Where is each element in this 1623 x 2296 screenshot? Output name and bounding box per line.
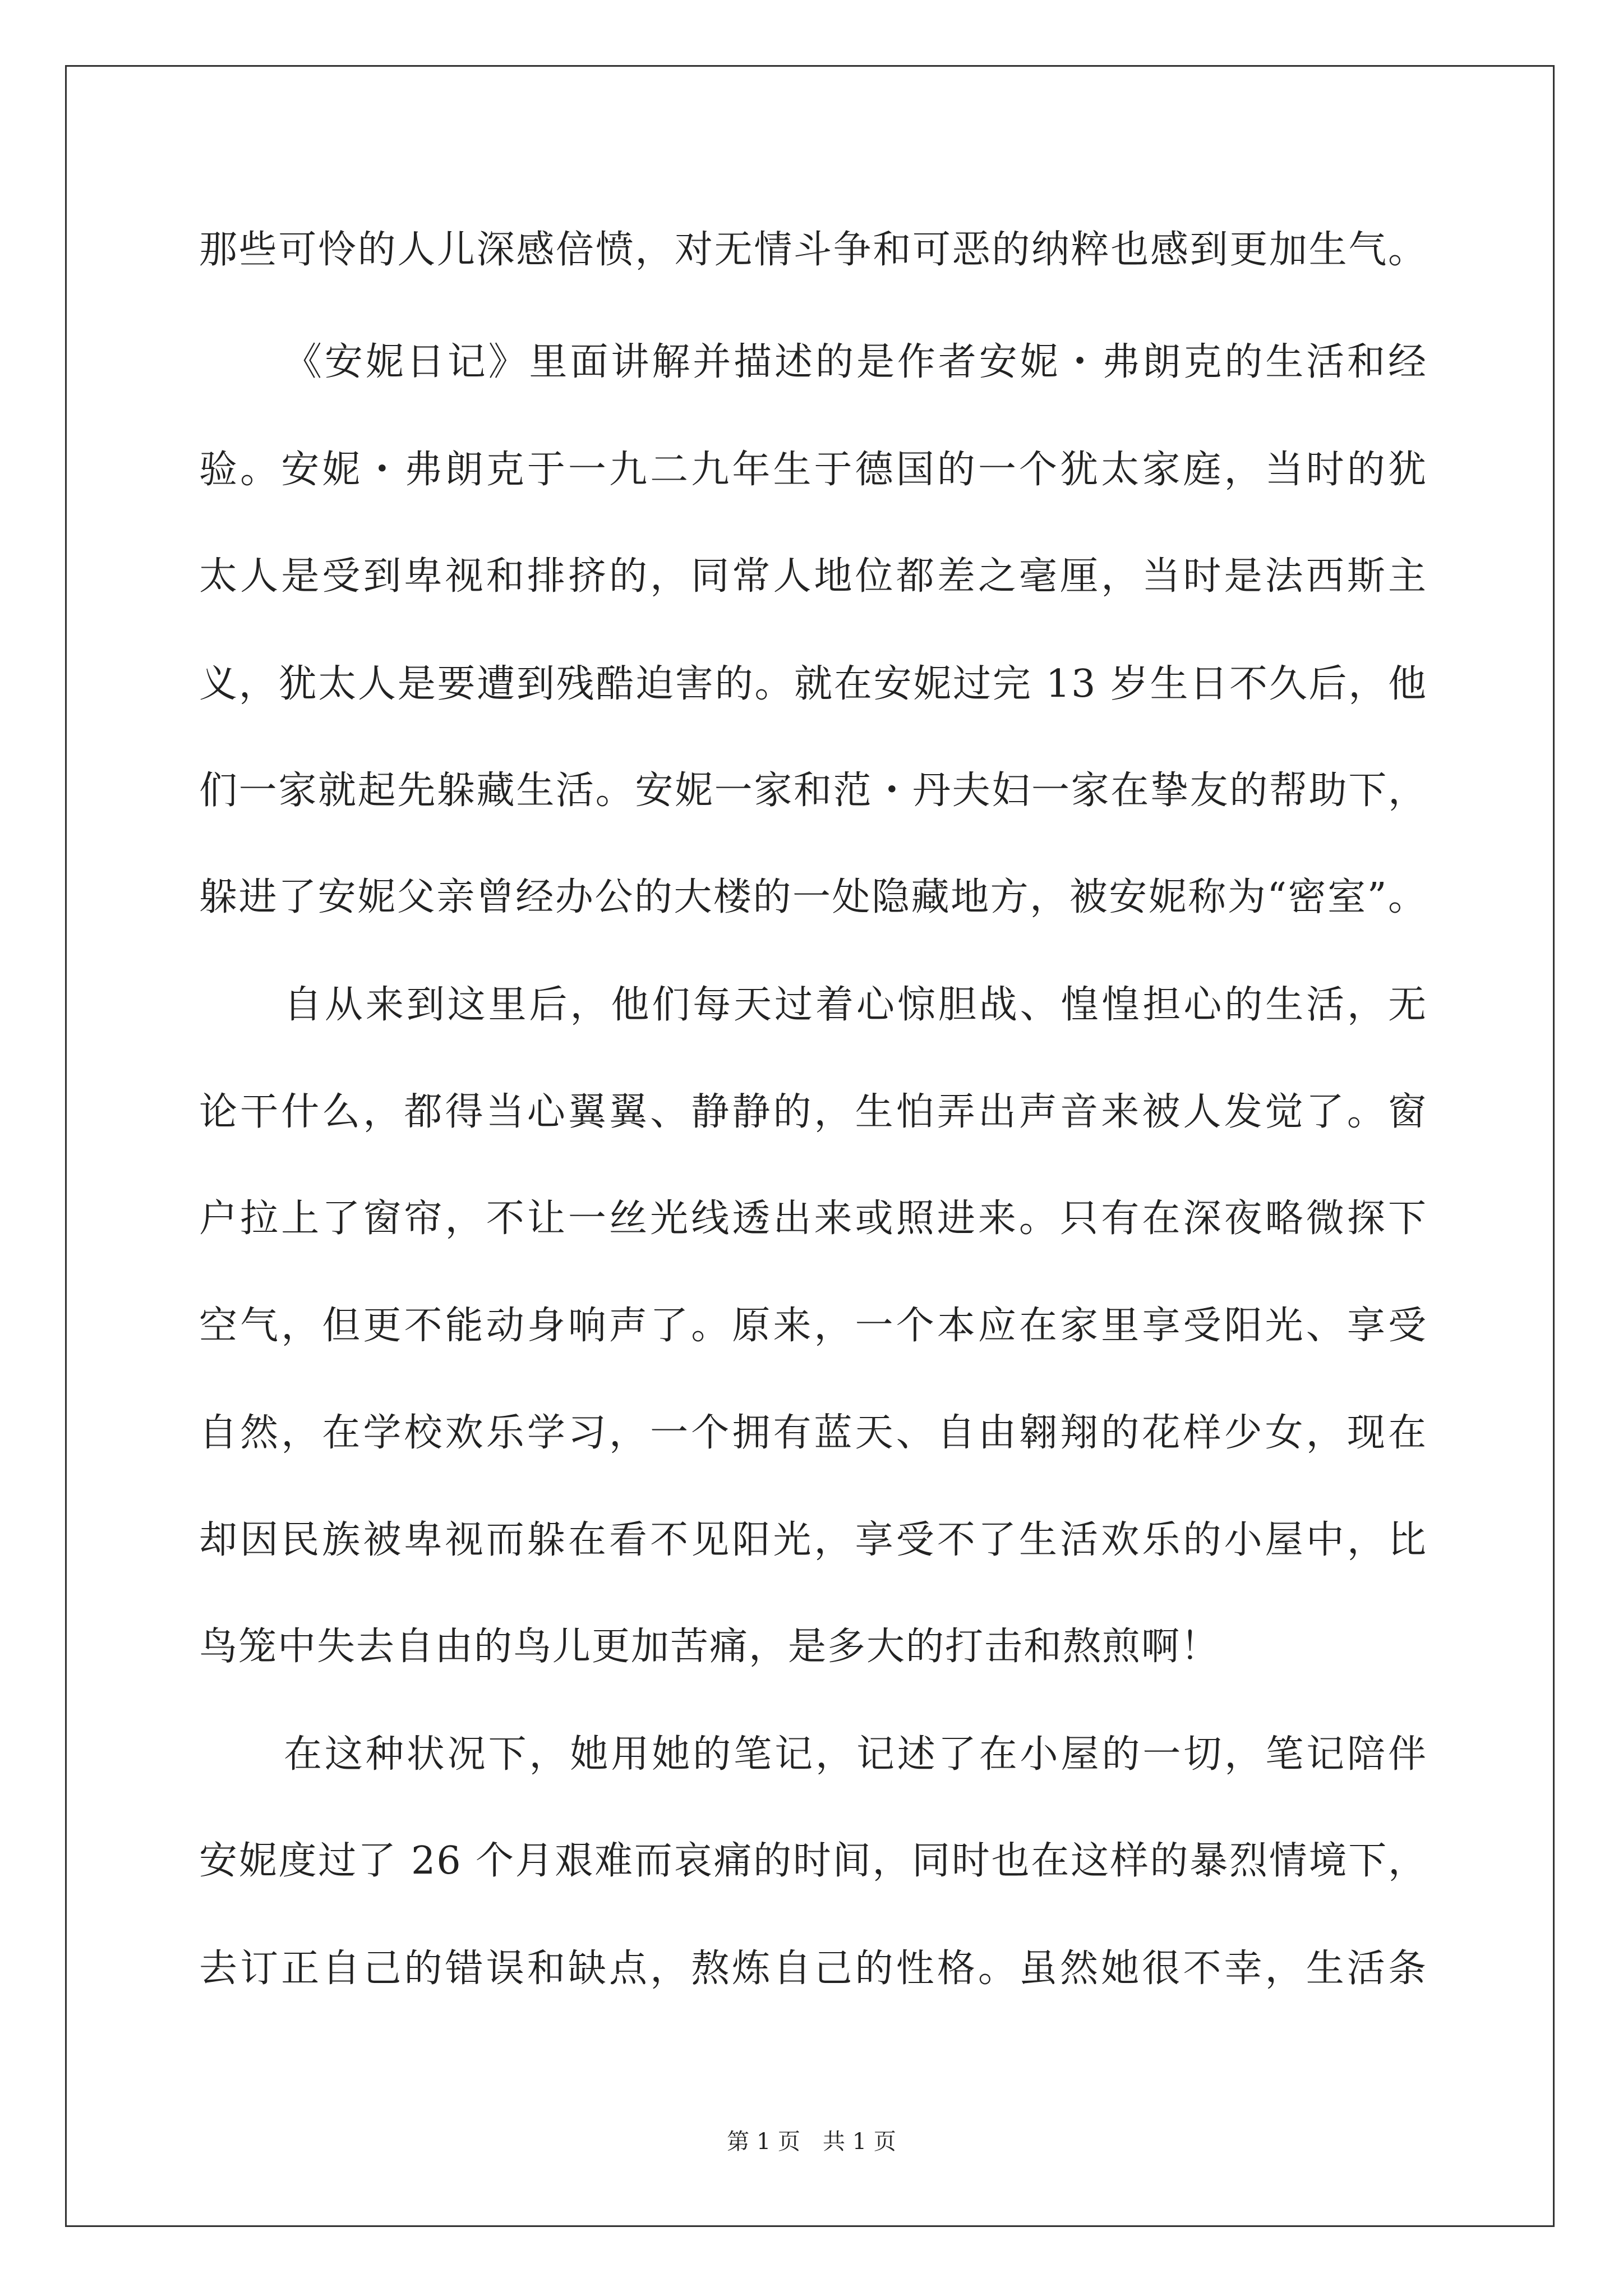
- paragraph-line: 鸟笼中失去自由的鸟儿更加苦痛，是多大的打击和熬煎啊！: [199, 1625, 1220, 1669]
- page-border: [65, 65, 1555, 2227]
- paragraph-line: 验。安妮・弗朗克于一九二九年生于德国的一个犹太家庭，当时的犹: [199, 448, 1427, 492]
- paragraph-line: 却因民族被卑视而躲在看不见阳光，享受不了生活欢乐的小屋中，比: [199, 1518, 1427, 1562]
- paragraph-line: 《安妮日记》里面讲解并描述的是作者安妮・弗朗克的生活和经: [284, 340, 1427, 384]
- paragraph-line: 在这种状况下，她用她的笔记，记述了在小屋的一切，笔记陪伴: [284, 1732, 1427, 1777]
- paragraph-line: 义，犹太人是要遭到残酷迫害的。就在安妮过完 13 岁生日不久后，他: [199, 662, 1427, 706]
- paragraph-line: 们一家就起先躲藏生活。安妮一家和范・丹夫妇一家在挚友的帮助下，: [199, 769, 1427, 813]
- paragraph-line: 论干什么，都得当心翼翼、静静的，生怕弄出声音来被人发觉了。窗: [199, 1090, 1427, 1134]
- paragraph-line: 那些可怜的人儿深感倍愤，对无情斗争和可恶的纳粹也感到更加生气。: [199, 228, 1427, 272]
- paragraph-line: 空气，但更不能动身响声了。原来，一个本应在家里享受阳光、享受: [199, 1304, 1427, 1348]
- paragraph-line: 安妮度过了 26 个月艰难而哀痛的时间，同时也在这样的暴烈情境下，: [199, 1839, 1427, 1883]
- page-number: 第 1 页 共 1 页: [727, 2129, 896, 2155]
- paragraph-line: 躲进了安妮父亲曾经办公的大楼的一处隐藏地方，被安妮称为“密室”。: [199, 875, 1427, 919]
- paragraph-line: 太人是受到卑视和排挤的，同常人地位都差之毫厘，当时是法西斯主: [199, 554, 1427, 599]
- paragraph-line: 自从来到这里后，他们每天过着心惊胆战、惶惶担心的生活，无: [284, 983, 1427, 1027]
- paragraph-line: 去订正自己的错误和缺点，熬炼自己的性格。虽然她很不幸，生活条: [199, 1947, 1427, 1991]
- paragraph-line: 户拉上了窗帘，不让一丝光线透出来或照进来。只有在深夜略微探下: [199, 1197, 1427, 1241]
- paragraph-line: 自然，在学校欢乐学习，一个拥有蓝天、自由翱翔的花样少女，现在: [199, 1411, 1427, 1455]
